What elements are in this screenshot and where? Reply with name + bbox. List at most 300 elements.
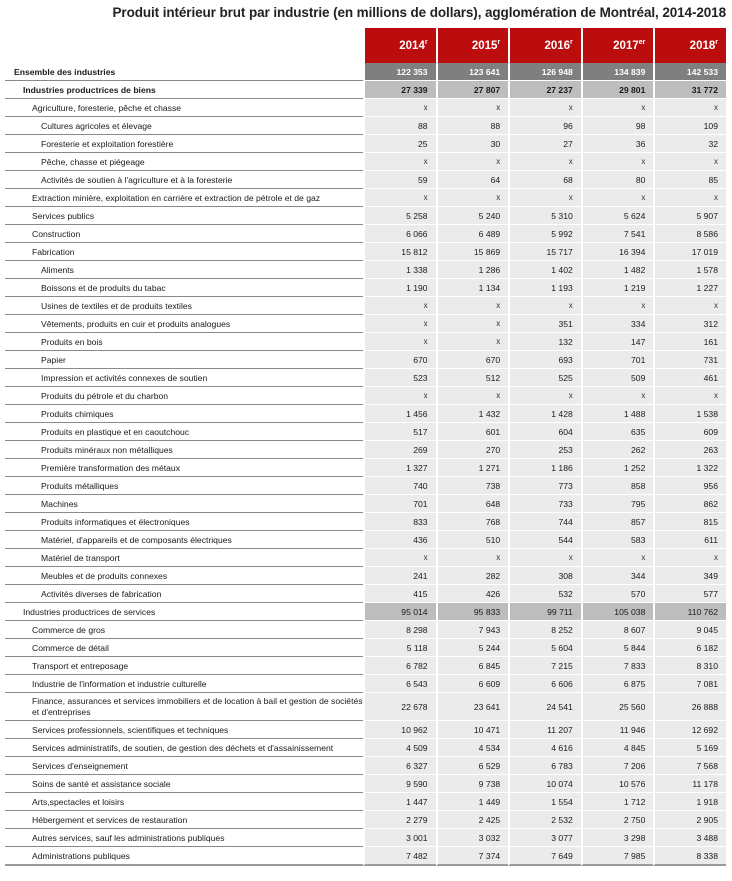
- value-cell: x: [363, 315, 436, 333]
- value-cell: 611: [653, 531, 726, 549]
- header-year-2014: [363, 28, 436, 63]
- table-row: [5, 81, 726, 99]
- value-cell: 4 534: [436, 739, 509, 757]
- value-cell: 738: [436, 477, 509, 495]
- value-cell: 23 641: [436, 693, 509, 721]
- value-cell: 27: [508, 135, 581, 153]
- table-row: [5, 207, 726, 225]
- table-row: [5, 793, 726, 811]
- value-cell: 253: [508, 441, 581, 459]
- value-cell: 1 447: [363, 793, 436, 811]
- value-cell: 15 812: [363, 243, 436, 261]
- value-cell: 95 014: [363, 603, 436, 621]
- year-label: 2014: [399, 39, 425, 52]
- value-cell: 241: [363, 567, 436, 585]
- value-cell: x: [363, 333, 436, 351]
- value-cell: x: [653, 153, 726, 171]
- value-cell: 1 193: [508, 279, 581, 297]
- value-cell: 6 327: [363, 757, 436, 775]
- value-cell: 1 456: [363, 405, 436, 423]
- value-cell: x: [363, 387, 436, 405]
- value-cell: x: [436, 189, 509, 207]
- value-cell: x: [363, 297, 436, 315]
- row-label: Produits informatiques et électroniques: [5, 513, 363, 531]
- value-cell: 5 244: [436, 639, 509, 657]
- value-cell: 32: [653, 135, 726, 153]
- value-cell: 7 568: [653, 757, 726, 775]
- value-cell: 8 607: [581, 621, 654, 639]
- value-cell: 29 801: [581, 81, 654, 99]
- value-cell: 693: [508, 351, 581, 369]
- table-row: [5, 757, 726, 775]
- value-cell: 1 286: [436, 261, 509, 279]
- value-cell: 147: [581, 333, 654, 351]
- value-cell: 2 905: [653, 811, 726, 829]
- year-label: 2015: [471, 39, 498, 52]
- value-cell: 6 606: [508, 675, 581, 693]
- value-cell: 5 118: [363, 639, 436, 657]
- table-row: [5, 567, 726, 585]
- value-cell: 3 032: [436, 829, 509, 847]
- value-cell: 10 576: [581, 775, 654, 793]
- table-row: [5, 315, 726, 333]
- table-row: [5, 261, 726, 279]
- value-cell: 16 394: [581, 243, 654, 261]
- value-cell: 648: [436, 495, 509, 513]
- row-label: Industrie de l'information et industrie culturelle: [5, 675, 363, 693]
- value-cell: 2 750: [581, 811, 654, 829]
- header-blank: [5, 28, 363, 63]
- value-cell: 312: [653, 315, 726, 333]
- value-cell: 99 711: [508, 603, 581, 621]
- table-row: [5, 721, 726, 739]
- row-label: Matériel de transport: [5, 549, 363, 567]
- value-cell: 1 918: [653, 793, 726, 811]
- value-cell: 1 432: [436, 405, 509, 423]
- value-cell: x: [581, 99, 654, 117]
- value-cell: 1 252: [581, 459, 654, 477]
- value-cell: 24 541: [508, 693, 581, 721]
- table-row: [5, 739, 726, 757]
- table-row: [5, 387, 726, 405]
- value-cell: x: [363, 189, 436, 207]
- value-cell: 6 529: [436, 757, 509, 775]
- table-body: [5, 63, 726, 866]
- table-row: [5, 829, 726, 847]
- header-year-2016: [508, 28, 581, 63]
- value-cell: x: [653, 99, 726, 117]
- value-cell: 6 783: [508, 757, 581, 775]
- value-cell: 134 839: [581, 63, 654, 81]
- value-cell: 26 888: [653, 693, 726, 721]
- value-cell: 7 482: [363, 847, 436, 866]
- value-cell: 1 428: [508, 405, 581, 423]
- table-row: [5, 459, 726, 477]
- table-row: [5, 405, 726, 423]
- value-cell: 31 772: [653, 81, 726, 99]
- value-cell: 64: [436, 171, 509, 189]
- value-cell: 8 298: [363, 621, 436, 639]
- value-cell: 351: [508, 315, 581, 333]
- table-row: [5, 693, 726, 721]
- value-cell: 263: [653, 441, 726, 459]
- value-cell: x: [436, 99, 509, 117]
- value-cell: 3 001: [363, 829, 436, 847]
- year-label: 2018: [689, 39, 716, 52]
- table-row: [5, 847, 726, 866]
- value-cell: 6 489: [436, 225, 509, 243]
- table-row: [5, 639, 726, 657]
- value-cell: 8 310: [653, 657, 726, 675]
- table-row: [5, 135, 726, 153]
- value-cell: 744: [508, 513, 581, 531]
- value-cell: 1 538: [653, 405, 726, 423]
- value-cell: 123 641: [436, 63, 509, 81]
- revision-note: r: [570, 38, 573, 46]
- value-cell: 731: [653, 351, 726, 369]
- row-label: Ensemble des industries: [5, 63, 363, 81]
- row-label: Activités diverses de fabrication: [5, 585, 363, 603]
- value-cell: 4 616: [508, 739, 581, 757]
- row-label: Activités de soutien à l'agriculture et à la foresterie: [5, 171, 363, 189]
- row-label: Commerce de détail: [5, 639, 363, 657]
- value-cell: 25: [363, 135, 436, 153]
- value-cell: 11 207: [508, 721, 581, 739]
- value-cell: x: [508, 549, 581, 567]
- value-cell: 17 019: [653, 243, 726, 261]
- value-cell: x: [436, 549, 509, 567]
- value-cell: 532: [508, 585, 581, 603]
- table-row: [5, 531, 726, 549]
- table-row: [5, 117, 726, 135]
- row-label: Produits chimiques: [5, 405, 363, 423]
- value-cell: 1 186: [508, 459, 581, 477]
- value-cell: x: [436, 297, 509, 315]
- value-cell: 701: [581, 351, 654, 369]
- value-cell: x: [508, 387, 581, 405]
- table-title: Produit intérieur brut par industrie (en millions de dollars), agglomération de Montréal, 2014-2018: [112, 5, 726, 20]
- value-cell: 308: [508, 567, 581, 585]
- value-cell: 27 237: [508, 81, 581, 99]
- table-row: [5, 811, 726, 829]
- revision-note: r: [424, 38, 428, 46]
- table-row: [5, 657, 726, 675]
- row-label: Arts,spectacles et loisirs: [5, 793, 363, 811]
- value-cell: 517: [363, 423, 436, 441]
- table-row: [5, 351, 726, 369]
- value-cell: 10 962: [363, 721, 436, 739]
- table-row: [5, 477, 726, 495]
- value-cell: 609: [653, 423, 726, 441]
- value-cell: 577: [653, 585, 726, 603]
- value-cell: 635: [581, 423, 654, 441]
- value-cell: 570: [581, 585, 654, 603]
- value-cell: 7 541: [581, 225, 654, 243]
- value-cell: 1 712: [581, 793, 654, 811]
- value-cell: x: [363, 99, 436, 117]
- value-cell: 105 038: [581, 603, 654, 621]
- value-cell: 22 678: [363, 693, 436, 721]
- value-cell: 833: [363, 513, 436, 531]
- table-row: [5, 279, 726, 297]
- value-cell: 604: [508, 423, 581, 441]
- value-cell: 95 833: [436, 603, 509, 621]
- value-cell: 11 946: [581, 721, 654, 739]
- row-label: Papier: [5, 351, 363, 369]
- value-cell: x: [436, 153, 509, 171]
- header-year-2017: [581, 28, 654, 63]
- value-cell: 461: [653, 369, 726, 387]
- value-cell: 857: [581, 513, 654, 531]
- row-label: Agriculture, foresterie, pêche et chasse: [5, 99, 363, 117]
- value-cell: 3 077: [508, 829, 581, 847]
- row-label: Matériel, d'appareils et de composants électriques: [5, 531, 363, 549]
- value-cell: 7 833: [581, 657, 654, 675]
- value-cell: 4 845: [581, 739, 654, 757]
- row-label: Administrations publiques: [5, 847, 363, 866]
- table-row: [5, 99, 726, 117]
- value-cell: 85: [653, 171, 726, 189]
- value-cell: 132: [508, 333, 581, 351]
- row-label: Vêtements, produits en cuir et produits analogues: [5, 315, 363, 333]
- table-row: [5, 513, 726, 531]
- value-cell: x: [363, 549, 436, 567]
- value-cell: 7 985: [581, 847, 654, 866]
- header-year-2015: [436, 28, 509, 63]
- row-label: Fabrication: [5, 243, 363, 261]
- value-cell: x: [508, 189, 581, 207]
- value-cell: 1 488: [581, 405, 654, 423]
- value-cell: 768: [436, 513, 509, 531]
- value-cell: x: [653, 387, 726, 405]
- value-cell: 583: [581, 531, 654, 549]
- value-cell: 1 554: [508, 793, 581, 811]
- value-cell: 4 509: [363, 739, 436, 757]
- value-cell: 262: [581, 441, 654, 459]
- value-cell: 6 066: [363, 225, 436, 243]
- row-label: Extraction minière, exploitation en carrière et extraction de pétrole et de gaz: [5, 189, 363, 207]
- row-label: Produits en plastique et en caoutchouc: [5, 423, 363, 441]
- value-cell: 601: [436, 423, 509, 441]
- row-label: Usines de textiles et de produits textiles: [5, 297, 363, 315]
- value-cell: 8 338: [653, 847, 726, 866]
- value-cell: 5 169: [653, 739, 726, 757]
- row-label: Industries productrices de biens: [5, 81, 363, 99]
- row-label: Hébergement et services de restauration: [5, 811, 363, 829]
- value-cell: 8 586: [653, 225, 726, 243]
- row-label: Produits métalliques: [5, 477, 363, 495]
- value-cell: 88: [436, 117, 509, 135]
- row-label: Produits du pétrole et du charbon: [5, 387, 363, 405]
- value-cell: 3 488: [653, 829, 726, 847]
- row-label: Aliments: [5, 261, 363, 279]
- value-cell: 773: [508, 477, 581, 495]
- value-cell: x: [581, 387, 654, 405]
- row-label: Services administratifs, de soutien, de gestion des déchets et d'assainissement: [5, 739, 363, 757]
- value-cell: 7 374: [436, 847, 509, 866]
- row-label: Soins de santé et assistance sociale: [5, 775, 363, 793]
- revision-note: r: [715, 38, 718, 46]
- value-cell: 5 624: [581, 207, 654, 225]
- row-label: Transport et entreposage: [5, 657, 363, 675]
- value-cell: x: [581, 297, 654, 315]
- row-label: Services d'enseignement: [5, 757, 363, 775]
- value-cell: 68: [508, 171, 581, 189]
- value-cell: 25 560: [581, 693, 654, 721]
- value-cell: 7 649: [508, 847, 581, 866]
- value-cell: x: [436, 387, 509, 405]
- table-row: [5, 225, 726, 243]
- value-cell: 7 206: [581, 757, 654, 775]
- row-label: Cultures agricoles et élevage: [5, 117, 363, 135]
- value-cell: 740: [363, 477, 436, 495]
- value-cell: 1 271: [436, 459, 509, 477]
- value-cell: 109: [653, 117, 726, 135]
- revision-note: er: [638, 38, 646, 46]
- value-cell: 282: [436, 567, 509, 585]
- value-cell: 815: [653, 513, 726, 531]
- value-cell: 80: [581, 171, 654, 189]
- row-label: Autres services, sauf les administrations publiques: [5, 829, 363, 847]
- table-row: [5, 153, 726, 171]
- value-cell: 3 298: [581, 829, 654, 847]
- value-cell: 269: [363, 441, 436, 459]
- value-cell: 27 807: [436, 81, 509, 99]
- value-cell: 98: [581, 117, 654, 135]
- value-cell: 9 045: [653, 621, 726, 639]
- row-label: Industries productrices de services: [5, 603, 363, 621]
- table-row: [5, 189, 726, 207]
- row-label: Boissons et de produits du tabac: [5, 279, 363, 297]
- value-cell: 6 845: [436, 657, 509, 675]
- value-cell: x: [508, 99, 581, 117]
- value-cell: 36: [581, 135, 654, 153]
- value-cell: 523: [363, 369, 436, 387]
- value-cell: 1 578: [653, 261, 726, 279]
- value-cell: 510: [436, 531, 509, 549]
- table-row: [5, 297, 726, 315]
- value-cell: 733: [508, 495, 581, 513]
- row-label: Machines: [5, 495, 363, 513]
- value-cell: 30: [436, 135, 509, 153]
- value-cell: x: [653, 549, 726, 567]
- table-row: [5, 171, 726, 189]
- value-cell: 161: [653, 333, 726, 351]
- value-cell: 862: [653, 495, 726, 513]
- value-cell: 5 992: [508, 225, 581, 243]
- value-cell: 415: [363, 585, 436, 603]
- year-label: 2017: [613, 39, 639, 52]
- table-row: [5, 603, 726, 621]
- value-cell: 544: [508, 531, 581, 549]
- row-label: Construction: [5, 225, 363, 243]
- row-label: Produits en bois: [5, 333, 363, 351]
- value-cell: x: [436, 315, 509, 333]
- value-cell: 9 590: [363, 775, 436, 793]
- row-label: Meubles et de produits connexes: [5, 567, 363, 585]
- value-cell: 9 738: [436, 775, 509, 793]
- value-cell: 670: [363, 351, 436, 369]
- value-cell: 110 762: [653, 603, 726, 621]
- value-cell: 5 310: [508, 207, 581, 225]
- table-row: [5, 775, 726, 793]
- value-cell: 1 322: [653, 459, 726, 477]
- row-label: Services professionnels, scientifiques et techniques: [5, 721, 363, 739]
- value-cell: 6 875: [581, 675, 654, 693]
- row-label: Commerce de gros: [5, 621, 363, 639]
- row-label: Pêche, chasse et piégeage: [5, 153, 363, 171]
- value-cell: 12 692: [653, 721, 726, 739]
- value-cell: 10 074: [508, 775, 581, 793]
- header-row: [5, 28, 726, 63]
- gdp-table: [5, 28, 726, 866]
- value-cell: 7 943: [436, 621, 509, 639]
- value-cell: 7 215: [508, 657, 581, 675]
- value-cell: 1 402: [508, 261, 581, 279]
- value-cell: 5 604: [508, 639, 581, 657]
- table-row: [5, 243, 726, 261]
- value-cell: 6 609: [436, 675, 509, 693]
- value-cell: 349: [653, 567, 726, 585]
- value-cell: 1 327: [363, 459, 436, 477]
- value-cell: 5 240: [436, 207, 509, 225]
- value-cell: x: [581, 549, 654, 567]
- table-row: [5, 549, 726, 567]
- value-cell: 512: [436, 369, 509, 387]
- revision-note: r: [497, 38, 501, 46]
- value-cell: 701: [363, 495, 436, 513]
- table-row: [5, 675, 726, 693]
- value-cell: 956: [653, 477, 726, 495]
- value-cell: 122 353: [363, 63, 436, 81]
- value-cell: 1 338: [363, 261, 436, 279]
- value-cell: 670: [436, 351, 509, 369]
- value-cell: 126 948: [508, 63, 581, 81]
- value-cell: 15 717: [508, 243, 581, 261]
- value-cell: 436: [363, 531, 436, 549]
- value-cell: 344: [581, 567, 654, 585]
- row-label: Produits minéraux non métalliques: [5, 441, 363, 459]
- value-cell: 2 279: [363, 811, 436, 829]
- value-cell: 1 134: [436, 279, 509, 297]
- value-cell: 795: [581, 495, 654, 513]
- value-cell: x: [508, 153, 581, 171]
- value-cell: 2 532: [508, 811, 581, 829]
- value-cell: 59: [363, 171, 436, 189]
- value-cell: x: [508, 297, 581, 315]
- value-cell: 426: [436, 585, 509, 603]
- row-label: Première transformation des métaux: [5, 459, 363, 477]
- year-label: 2016: [544, 39, 571, 52]
- table-row: [5, 63, 726, 81]
- value-cell: 10 471: [436, 721, 509, 739]
- table-row: [5, 333, 726, 351]
- row-label: Foresterie et exploitation forestière: [5, 135, 363, 153]
- value-cell: x: [653, 189, 726, 207]
- row-label: Services publics: [5, 207, 363, 225]
- value-cell: 858: [581, 477, 654, 495]
- table-row: [5, 621, 726, 639]
- value-cell: 1 482: [581, 261, 654, 279]
- value-cell: 6 543: [363, 675, 436, 693]
- header-year-2018: [653, 28, 726, 63]
- value-cell: 142 533: [653, 63, 726, 81]
- value-cell: 2 425: [436, 811, 509, 829]
- value-cell: 5 844: [581, 639, 654, 657]
- value-cell: 525: [508, 369, 581, 387]
- value-cell: 96: [508, 117, 581, 135]
- value-cell: x: [581, 153, 654, 171]
